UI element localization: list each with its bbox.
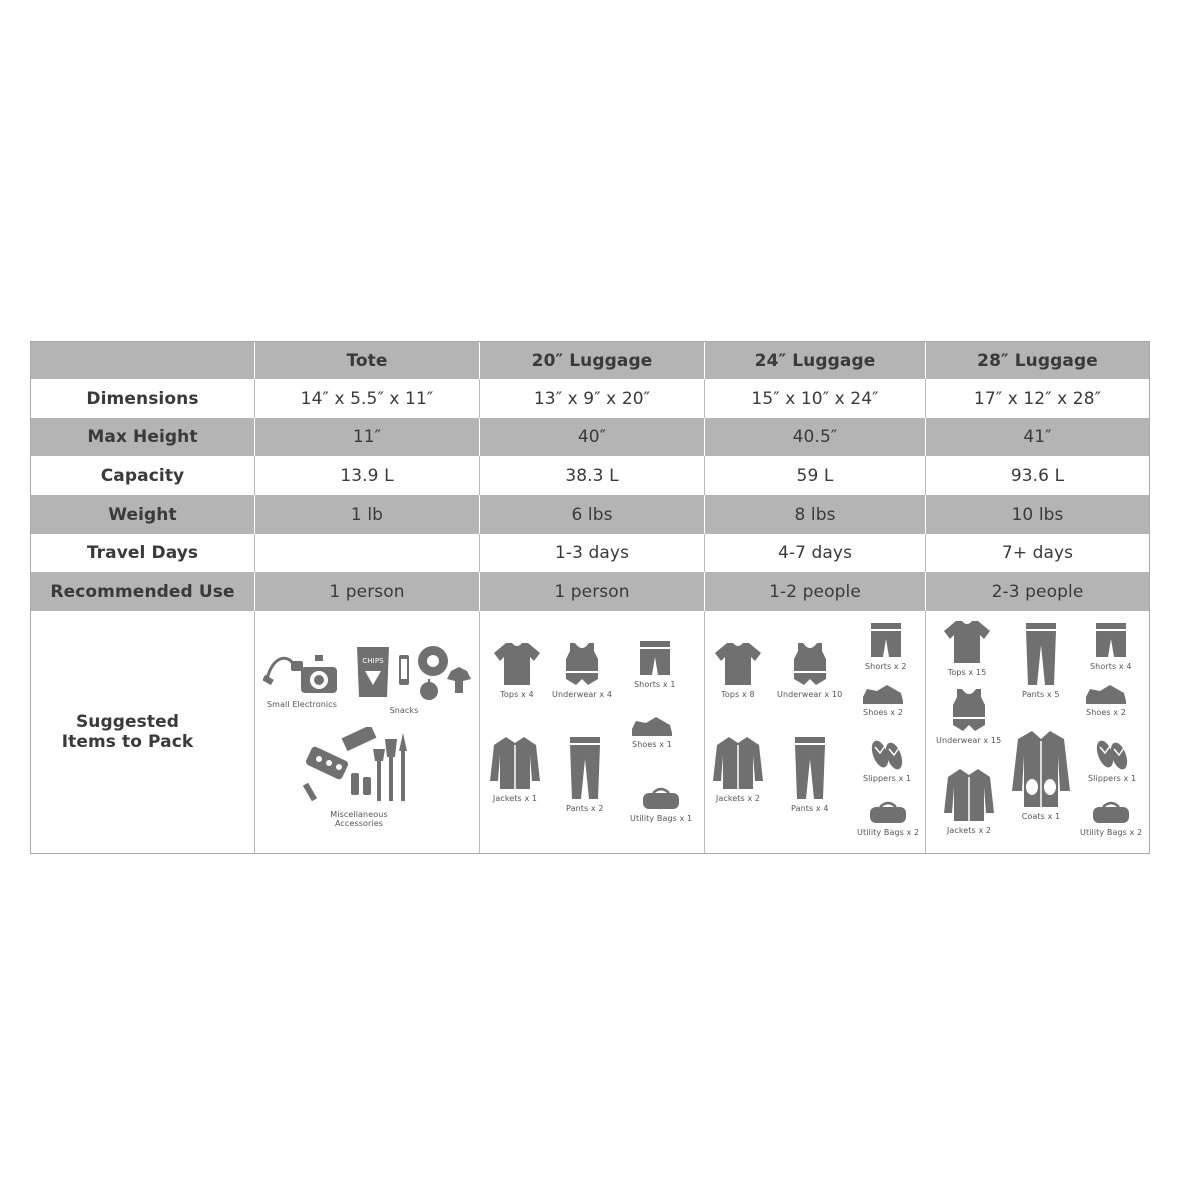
snacks-caption: Snacks [389,706,419,715]
cell-value: 2-3 people [926,572,1149,611]
jackets-item [711,735,765,803]
jackets-item [488,735,542,803]
tshirt-icon [713,641,763,687]
shorts-icon [869,621,903,659]
tops-caption: Tops x 15 [947,668,987,677]
chips-text: CHIPS [362,657,384,665]
row-label: Weight [31,495,255,534]
utility-bags-caption: Utility Bags x 1 [630,814,693,823]
jackets-caption: Jackets x 2 [946,826,992,835]
suggested-label-line1: Suggested [75,712,180,732]
shoes-caption: Shoes x 2 [863,708,903,717]
cell-value: 38.3 L [480,456,705,495]
row-label: Max Height [31,418,255,456]
tops-caption: Tops x 4 [500,690,534,699]
flip-flops-icon [869,737,905,771]
shorts-caption: Shorts x 4 [1090,662,1132,671]
jackets-caption: Jackets x 1 [492,794,538,803]
header-28-luggage: 28″ Luggage [926,342,1149,379]
row-label: Recommended Use [31,572,255,611]
header-corner [31,342,255,379]
utility-bags-item [857,801,919,837]
cell-value: 40″ [480,418,705,456]
slippers-caption: Slippers x 1 [863,774,912,783]
coats-item [1010,729,1072,821]
cell-value: 6 lbs [480,495,705,534]
cell-value: 1 person [255,572,480,611]
flip-flops-icon [1094,737,1130,771]
jacket-icon [488,735,542,791]
jacket-icon [942,767,996,823]
cell-value: 8 lbs [705,495,926,534]
shorts-item [1090,621,1132,671]
pants-icon [1024,621,1058,687]
small-electronics-caption: Small Electronics [266,700,338,709]
utility-bags-caption: Utility Bags x 2 [1080,828,1143,837]
misc-caption-line1: Miscellaneous [330,810,388,819]
cell-value: 40.5″ [705,418,926,456]
shorts-item [865,621,907,671]
tops-item [492,641,542,699]
cell-value: 17″ x 12″ x 28″ [926,379,1149,418]
shoes-caption: Shoes x 1 [632,740,672,749]
duffel-bag-icon [1091,801,1131,825]
shoes-item [861,683,905,717]
cell-value: 1-3 days [480,534,705,572]
small-electronics-item [263,649,341,709]
l20-items [480,611,705,853]
cell-value: 93.6 L [926,456,1149,495]
pants-item [791,735,829,813]
tank-top-icon [790,641,830,687]
cell-value: 4-7 days [705,534,926,572]
tops-caption: Tops x 8 [721,690,755,699]
underwear-caption: Underwear x 10 [777,690,843,699]
underwear-item [777,641,842,699]
shorts-icon [638,639,672,677]
cell-value: 10 lbs [926,495,1149,534]
tshirt-icon [942,619,992,665]
shorts-caption: Shorts x 2 [865,662,907,671]
utility-bags-item [630,787,692,823]
suggested-label-line2: Items to Pack [61,732,194,752]
tops-item [942,619,992,677]
tank-top-icon [949,687,989,733]
sneaker-icon [630,715,674,737]
snacks-item [355,641,473,715]
sneaker-icon [861,683,905,705]
duffel-bag-icon [868,801,908,825]
pants-caption: Pants x 2 [566,804,604,813]
shoes-item [1084,683,1128,717]
duffel-bag-icon [641,787,681,811]
cell-value: 13.9 L [255,456,480,495]
pants-icon [568,735,602,801]
shoes-caption: Shoes x 2 [1086,708,1126,717]
tank-top-icon [562,641,602,687]
pants-item [566,735,604,813]
suggested-label [31,611,255,853]
slippers-item [863,737,911,783]
pants-caption: Pants x 4 [791,804,829,813]
cell-value: 1-2 people [705,572,926,611]
cell-value: 59 L [705,456,926,495]
shorts-icon [1094,621,1128,659]
utility-bags-caption: Utility Bags x 2 [857,828,920,837]
cell-value: 1 person [480,572,705,611]
tops-item [713,641,763,699]
cell-value [255,534,480,572]
electronics-icon [263,649,341,697]
shorts-caption: Shorts x 1 [634,680,676,689]
slippers-caption: Slippers x 1 [1088,774,1137,783]
cell-value: 15″ x 10″ x 24″ [705,379,926,418]
cell-value: 13″ x 9″ x 20″ [480,379,705,418]
comparison-table [30,341,1150,854]
underwear-caption: Underwear x 4 [552,690,613,699]
pants-icon [793,735,827,801]
l28-items [926,611,1149,853]
accessories-icon [303,727,415,807]
pants-caption: Pants x 5 [1022,690,1060,699]
cell-value: 7+ days [926,534,1149,572]
jacket-icon [711,735,765,791]
cell-value: 1 lb [255,495,480,534]
shorts-item [634,639,676,689]
underwear-item [936,687,1001,745]
snacks-icon [355,641,473,703]
header-24-luggage: 24″ Luggage [705,342,926,379]
cell-value: 14″ x 5.5″ x 11″ [255,379,480,418]
jackets-item [942,767,996,835]
pants-item [1022,621,1060,699]
header-20-luggage: 20″ Luggage [480,342,705,379]
tshirt-icon [492,641,542,687]
shoes-item [630,715,674,749]
row-label: Dimensions [31,379,255,418]
row-label: Travel Days [31,534,255,572]
jackets-caption: Jackets x 2 [715,794,761,803]
coat-icon [1010,729,1072,809]
sneaker-icon [1084,683,1128,705]
utility-bags-item [1080,801,1142,837]
header-tote: Tote [255,342,480,379]
misc-caption-line2: Accessories [335,819,383,828]
underwear-caption: Underwear x 15 [936,736,1002,745]
l24-items [705,611,926,853]
tote-items [255,611,480,853]
cell-value: 41″ [926,418,1149,456]
cell-value: 11″ [255,418,480,456]
misc-accessories-item [303,727,415,828]
slippers-item [1088,737,1136,783]
row-label: Capacity [31,456,255,495]
underwear-item [552,641,612,699]
coats-caption: Coats x 1 [1021,812,1061,821]
